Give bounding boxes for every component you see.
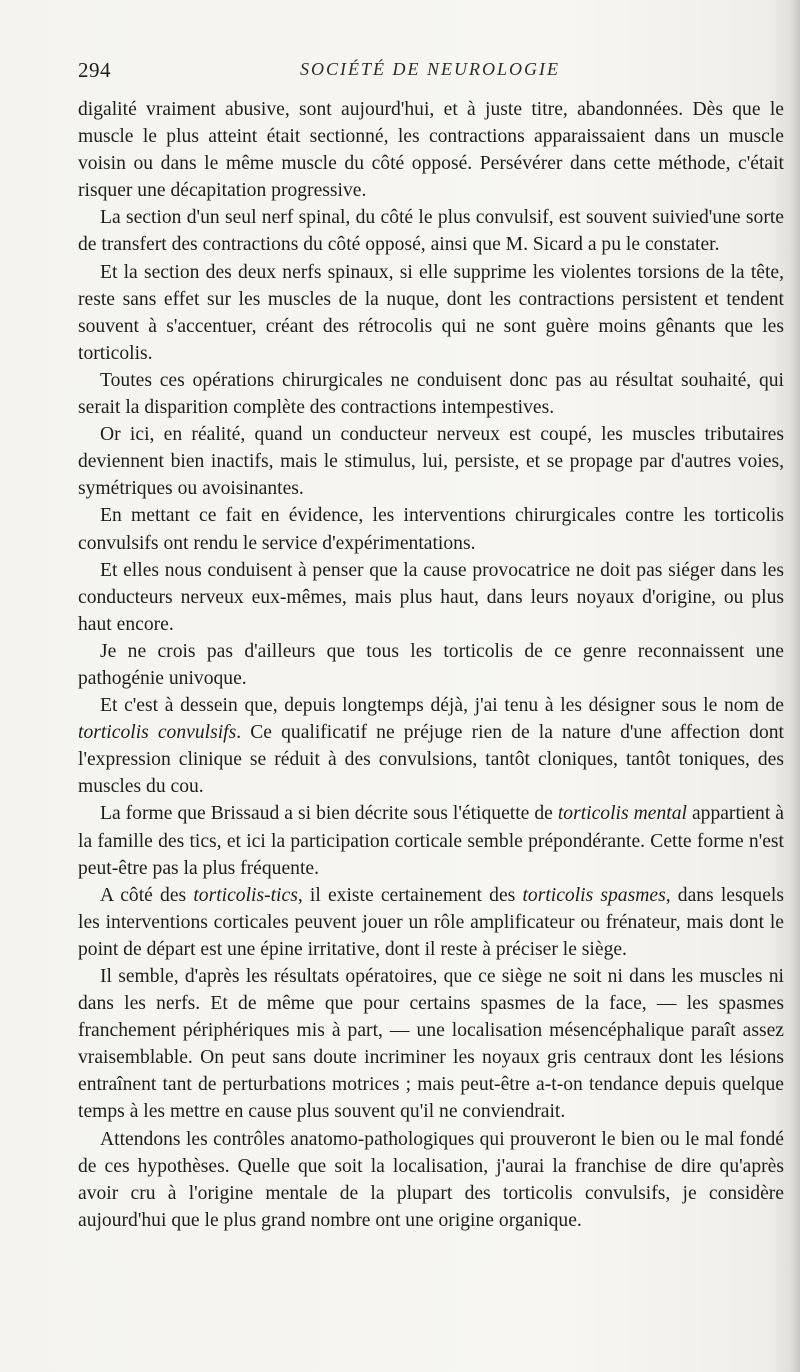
paragraph-11-part-1: A côté des — [100, 884, 194, 906]
paragraph-4: Toutes ces opérations chirurgicales ne conduisent donc pas au résultat souhaité, qui serait la disparition complète des contractions intempestives. — [78, 369, 784, 419]
paragraph-3: Et la section des deux nerfs spinaux, si elle supprime les violentes torsions de la tête, reste sans effet sur les muscles de la nuque, dont les contractions persistent et tendent souvent à s'accentuer, créant des rétrocolis qui ne sont guère moins gênants que les torticolis. — [78, 261, 784, 364]
page-header — [78, 58, 776, 88]
paragraph-1: digalité vraiment abusive, sont aujourd'hui, et à juste titre, abandonnées. Dès que le muscle le plus atteint était sectionné, les contractions apparaissaient dans un muscle voisin ou dans le même muscle du côté opposé. Persévérer dans cette méthode, c'était risquer une décapitation progressive. — [78, 99, 784, 202]
paragraph-8: Je ne crois pas d'ailleurs que tous les torticolis de ce genre reconnaissent une pathogénie univoque. — [78, 640, 784, 689]
page-number: 294 — [78, 58, 111, 82]
body-text — [78, 96, 784, 1234]
paragraph-13: Attendons les contrôles anatomo-pathologiques qui prouveront le bien ou le mal fondé de ces hypothèses. Quelle que soit la localisation, j'aurai la franchise de dire qu'après avoir cru à l'origine mentale de la plupart des torticolis convulsifs, je considère aujourd'hui que le plus grand nombre ont une origine organique. — [78, 1128, 784, 1231]
page-edge-shadow — [790, 0, 800, 1372]
paragraph-7: Et elles nous conduisent à penser que la cause provocatrice ne doit pas siéger dans les conducteurs nerveux eux-mêmes, mais plus haut, dans leurs noyaux d'origine, ou plus haut encore. — [78, 559, 784, 635]
paragraph-11-italic-1: torticolis-tics — [193, 884, 298, 906]
paragraph-9-italic: torticolis convulsifs — [78, 722, 237, 744]
paragraph-10 — [78, 800, 784, 881]
paragraph-11 — [78, 882, 784, 963]
paragraph-9 — [78, 692, 784, 800]
paragraph-11-part-3: , dans lesquels les interventions corticales peuvent jouer un rôle amplificateur ou frénateur, mais dont le point de départ est une épine irritative, dont il reste à préciser le siège. — [78, 884, 784, 960]
paragraph-12: Il semble, d'après les résultats opératoires, que ce siège ne soit ni dans les muscles ni dans les nerfs. Et de même que pour certains spasmes de la face, — les spasmes franchement périphériques mis à part, — une localisation mésencéphalique paraît assez vraisemblable. On peut sans doute incriminer les noyaux gris centraux dont les lésions entraînent tant de perturbations motrices ; mais peut-être a-t-on tendance depuis quelque temps à les mettre en cause plus souvent qu'il ne conviendrait. — [78, 966, 784, 1123]
paragraph-2: La section d'un seul nerf spinal, du côté le plus convulsif, est souvent suivied'une sorte de transfert des contractions du côté opposé, ainsi que M. Sicard a pu le constater. — [78, 207, 784, 256]
paragraph-5: Or ici, en réalité, quand un conducteur nerveux est coupé, les muscles tributaires deviennent bien inactifs, mais le stimulus, lui, persiste, et se propage par d'autres voies, symétriques ou avoisinantes. — [78, 424, 784, 500]
paragraph-10-part-1: La forme que Brissaud a si bien décrite sous l'étiquette de — [100, 803, 558, 825]
paragraph-9-part-2: . Ce qualificatif ne préjuge rien de la nature d'une affection dont l'expression clinique se réduit à des convulsions, tantôt cloniques, tantôt toniques, des muscles du cou. — [78, 722, 784, 798]
paragraph-10-italic: torticolis mental — [557, 803, 687, 825]
paragraph-11-italic-2: torticolis spasmes — [522, 884, 666, 906]
paragraph-6: En mettant ce fait en évidence, les interventions chirurgicales contre les torticolis convulsifs ont rendu le service d'expérimentations. — [78, 505, 784, 554]
paragraph-11-part-2: , il existe certainement des — [297, 884, 523, 906]
paragraph-9-part-1: Et c'est à dessein que, depuis longtemps déjà, j'ai tenu à les désigner sous le nom de — [100, 695, 784, 717]
running-head: SOCIÉTÉ DE NEUROLOGIE — [300, 59, 560, 79]
paragraph-10-part-2: appartient à la famille des tics, et ici la participation corticale semble prépondérante. Cette forme n'est peut-être pas la plus fréquente. — [78, 803, 784, 879]
